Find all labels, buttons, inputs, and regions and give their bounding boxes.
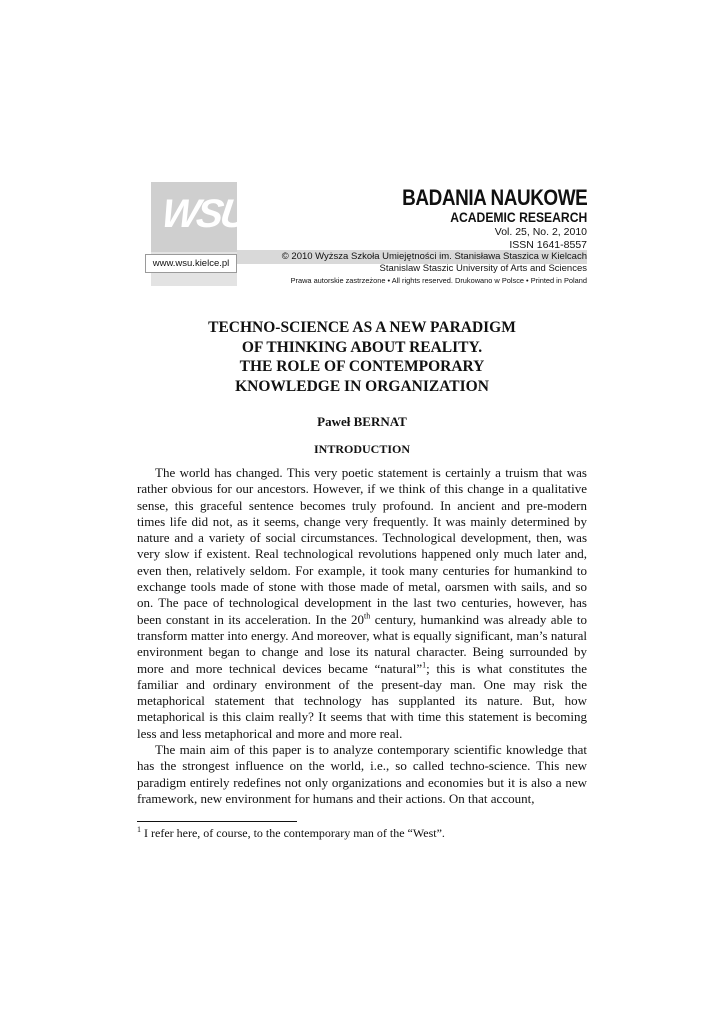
journal-volume: Vol. 25, No. 2, 2010 (494, 226, 587, 238)
footnote-reference[interactable]: 1 (422, 660, 427, 670)
paragraph-text: The world has changed. This very poetic statement is certainly a truism that was rather obvious for our ancestors. However, if we think of this change in a qualitative sense, this graceful sentence becomes truly profound. In ancient and pre-modern times life did not, as it seems, change very frequently. It was mainly determined by nature and a variety of social circumstances. Technological development, then, was very slow if existent. Real technological revolutions happened only much later and, even then, relatively seldom. For example, it took many centuries for humankind to exchange tools made of stone with those made of metal, oarsmen with sails, and so on. The pace of technological development in the last two centuries, however, has been constant in its acceleration. In the 20 (137, 465, 587, 627)
logo-lettering: WSU (158, 192, 250, 236)
article-body (137, 465, 587, 807)
title-line: THE ROLE OF CONTEMPORARY (239, 358, 485, 375)
paragraph-text: ; this is what constitutes the familiar and ordinary environment of the present-day man. One may risk the metaphorical statement that technology has supplanted its nature. But, how metaphorical is this claim really? It seems that with time this statement is becoming less and less metaphorical and more and more real. (137, 660, 588, 741)
section-heading: INTRODUCTION (313, 442, 410, 456)
paragraph: The main aim of this paper is to analyze contemporary scientific knowledge that has the strongest influence on the world, i.e., so called techno-science. This new paradigm entirely redefines not only organizations and economies but it is also a new framework, new environment for humans and their actions. On that account, (137, 742, 587, 806)
footnote-divider (137, 821, 297, 822)
copyright-polish: © 2010 Wyższa Szkoła Umiejętności im. Stanisława Staszica w Kielcach (281, 251, 587, 262)
journal-url[interactable]: www.wsu.kielce.pl (145, 254, 237, 273)
title-line: OF THINKING ABOUT REALITY. (241, 338, 483, 356)
journal-title: BADANIA NAUKOWE (401, 185, 587, 210)
article-author: Paweł BERNAT (317, 414, 407, 429)
title-line: KNOWLEDGE IN ORGANIZATION (235, 377, 489, 395)
rights-notice: Prawa autorskie zastrzeżone • All rights reserved. Drukowano w Polsce • Printed in Poland (290, 276, 587, 285)
paragraph-text: century, humankind was already able to transform matter into energy. And moreover, what is equally significant, man’s natural environment began to change and lose its natural character. Being surrounded by more and more technical devices became “natural” (137, 611, 587, 676)
footnote-mark: 1 (137, 825, 141, 834)
footnote-text: I refer here, of course, to the contemporary man of the “West”. (141, 826, 445, 840)
superscript: th (364, 611, 371, 621)
journal-subtitle: ACADEMIC RESEARCH (449, 210, 587, 225)
journal-issn: ISSN 1641-8557 (509, 239, 587, 251)
footnote (137, 826, 445, 841)
title-line: TECHNO-SCIENCE AS A NEW PARADIGM (208, 319, 516, 336)
article-title (137, 318, 587, 396)
paragraph (137, 465, 587, 742)
copyright-english: Stanislaw Staszic University of Arts and Sciences (379, 263, 587, 274)
